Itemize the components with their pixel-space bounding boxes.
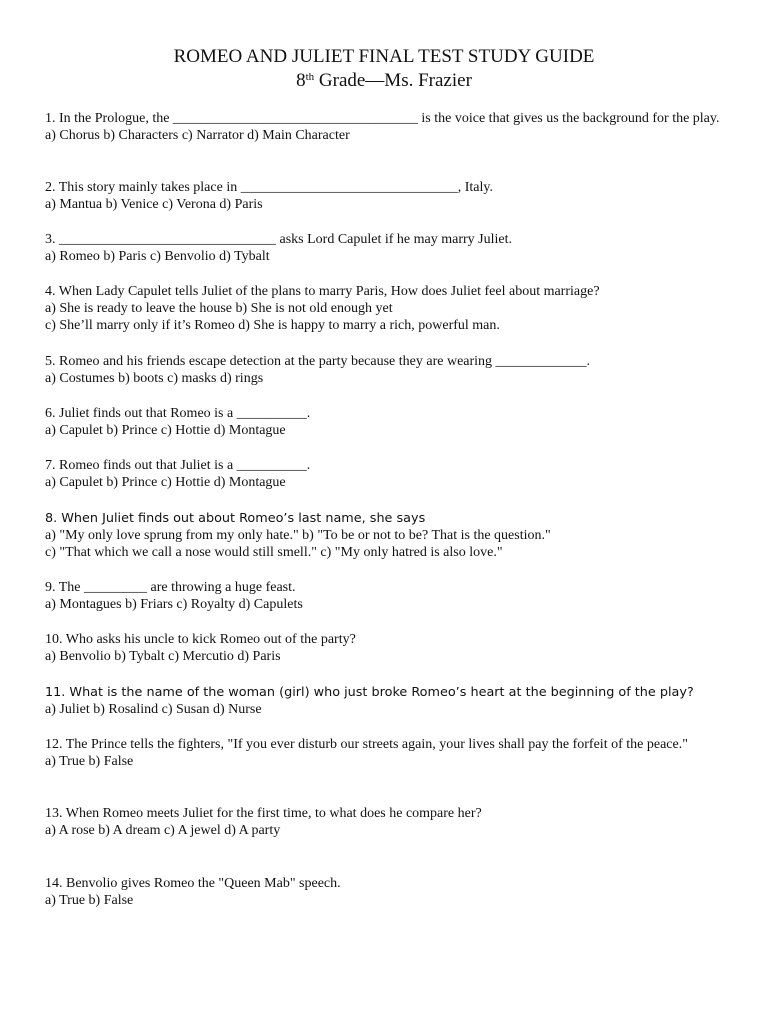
question-13 — [45, 805, 725, 839]
question-9 — [45, 579, 725, 613]
question-stem: 12. The Prince tells the fighters, "If you ever disturb our streets again, your lives shall pay the forfeit of the peace." — [45, 737, 688, 752]
question-6 — [45, 405, 725, 439]
answer-options: a) Benvolio b) Tybalt c) Mercutio d) Paris — [45, 649, 281, 664]
answer-options: a) Montagues b) Friars c) Royalty d) Capulets — [45, 597, 303, 612]
answer-options: c) She’ll marry only if it’s Romeo d) She is happy to marry a rich, powerful man. — [45, 318, 500, 333]
question-stem: 8. When Juliet finds out about Romeo’s last name, she says — [45, 511, 426, 526]
answer-options: a) She is ready to leave the house b) She is not old enough yet — [45, 301, 393, 316]
question-stem: 11. What is the name of the woman (girl) who just broke Romeo’s heart at the beginning of the play? — [45, 685, 694, 700]
answer-options: a) Capulet b) Prince c) Hottie d) Montague — [45, 423, 286, 438]
answer-options: a) "My only love sprung from my only hate." b) "To be or not to be? That is the question." — [45, 528, 551, 543]
question-14 — [45, 875, 725, 909]
question-12 — [45, 736, 725, 770]
answer-options: a) True b) False — [45, 754, 134, 769]
answer-options: a) Chorus b) Characters c) Narrator d) Main Character — [45, 128, 350, 143]
grade-number: 8 — [296, 70, 306, 91]
question-stem: 9. The _________ are throwing a huge feast. — [45, 580, 296, 595]
answer-options: a) Capulet b) Prince c) Hottie d) Montague — [45, 475, 286, 490]
question-stem: 5. Romeo and his friends escape detection at the party because they are wearing _____________. — [45, 354, 591, 369]
answer-options: a) Costumes b) boots c) masks d) rings — [45, 371, 264, 386]
question-5 — [45, 353, 725, 387]
question-stem: 14. Benvolio gives Romeo the "Queen Mab" speech. — [45, 876, 341, 891]
question-stem: 4. When Lady Capulet tells Juliet of the plans to marry Paris, How does Juliet feel about marriage? — [45, 284, 600, 299]
document-subtitle — [0, 70, 768, 92]
answer-options: a) Mantua b) Venice c) Verona d) Paris — [45, 197, 263, 212]
question-1 — [45, 110, 725, 144]
question-stem: 1. In the Prologue, the ___________________________________ is the voice that gives us the background for the play. — [45, 111, 720, 126]
question-7 — [45, 457, 725, 491]
answer-options: a) True b) False — [45, 893, 134, 908]
answer-options: a) Juliet b) Rosalind c) Susan d) Nurse — [45, 702, 262, 717]
question-stem: 7. Romeo finds out that Juliet is a __________. — [45, 458, 311, 473]
document-title: ROMEO AND JULIET FINAL TEST STUDY GUIDE — [173, 46, 595, 67]
grade-ordinal: th — [305, 71, 315, 83]
question-2 — [45, 179, 725, 213]
question-stem: 13. When Romeo meets Juliet for the first time, to what does he compare her? — [45, 806, 482, 821]
question-3 — [45, 231, 725, 265]
question-stem: 6. Juliet finds out that Romeo is a __________. — [45, 406, 311, 421]
question-11 — [45, 684, 725, 718]
answer-options: c) "That which we call a nose would still smell." c) "My only hatred is also love." — [45, 545, 503, 560]
question-stem: 10. Who asks his uncle to kick Romeo out of the party? — [45, 632, 356, 647]
question-stem: 2. This story mainly takes place in _______________________________, Italy. — [45, 180, 493, 195]
answer-options: a) Romeo b) Paris c) Benvolio d) Tybalt — [45, 249, 270, 264]
question-4 — [45, 283, 725, 334]
question-stem: 3. _______________________________ asks Lord Capulet if he may marry Juliet. — [45, 232, 512, 247]
grade-teacher: Grade—Ms. Frazier — [314, 70, 472, 91]
question-8 — [45, 510, 725, 561]
question-10 — [45, 631, 725, 665]
answer-options: a) A rose b) A dream c) A jewel d) A party — [45, 823, 281, 838]
